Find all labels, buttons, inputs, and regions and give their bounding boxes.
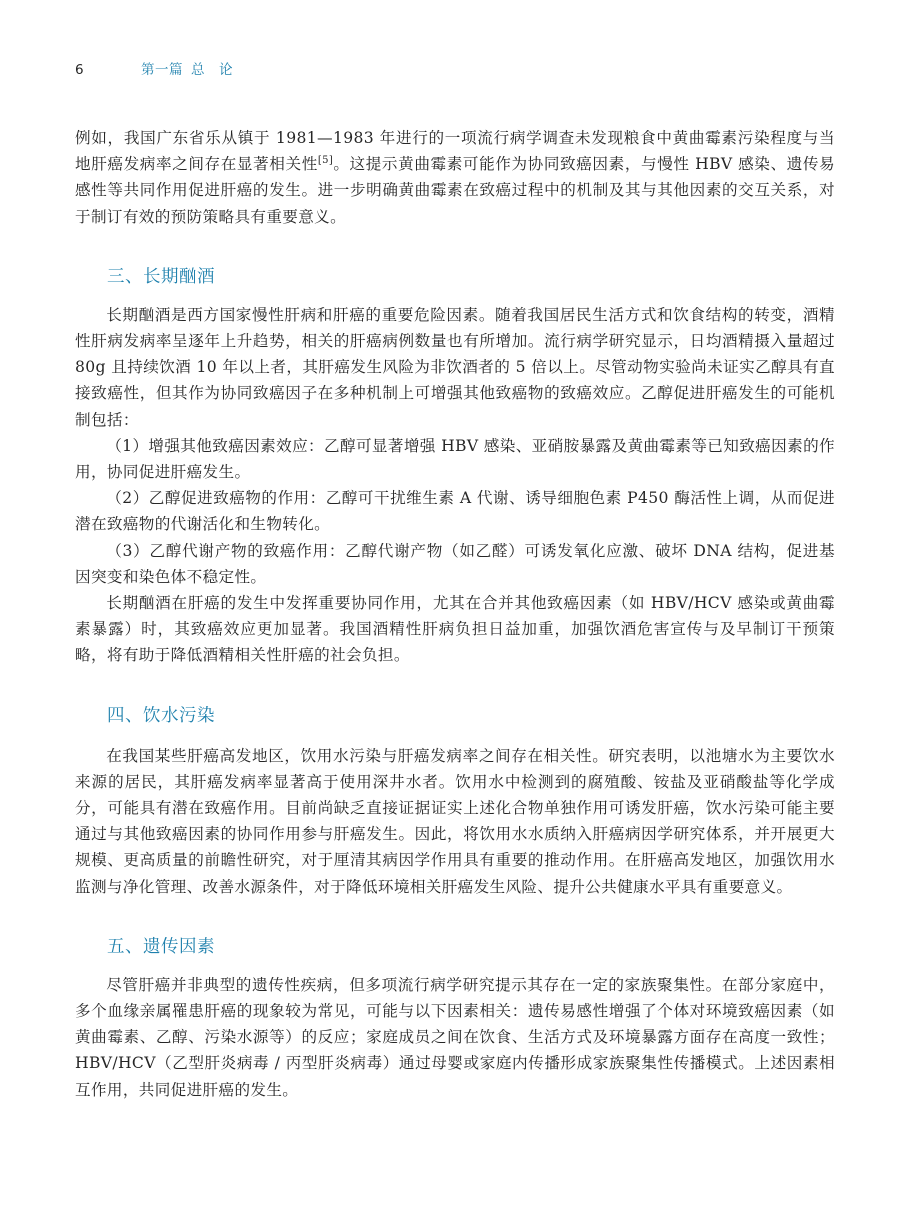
section-heading-alcohol: 三、长期酗酒: [107, 266, 215, 287]
running-title: [141, 62, 233, 78]
alcohol-list-item-2: （2）乙醇促进致癌物的作用：乙醇可干扰维生素 A 代谢、诱导细胞色素 P450 酶活性上调，从而促进潜在致癌物的代谢活化和生物转化。: [75, 489, 835, 534]
alcohol-list-item-1: （1）增强其他致癌因素效应：乙醇可显著增强 HBV 感染、亚硝胺暴露及黄曲霉素等已知致癌因素的作用，协同促进肝癌发生。: [75, 436, 835, 482]
section-heading-water: 四、饮水污染: [107, 705, 215, 726]
intro-text-after-citation: 。这提示黄曲霉素可能作为协同致癌因素，与慢性 HBV 感染、遗传易感性等共同作用促进肝癌的发生。进一步明确黄曲霉素在致癌过程中的机制及其与其他因素的交互关系，对于制订有效的预防策略具有重要意义。: [75, 155, 835, 226]
genetic-paragraph: 尽管肝癌并非典型的遗传性疾病，但多项流行病学研究提示其存在一定的家族聚集性。在部分家庭中，多个血缘亲属罹患肝癌的现象较为常见，可能与以下因素相关：遗传易感性增强了个体对环境致癌因素（如黄曲霉素、乙醇、污染水源等）的反应；家庭成员之间在饮食、生活方式及环境暴露方面存在高度一致性；HBV/HCV（乙型肝炎病毒 / 丙型肝炎病毒）通过母婴或家庭内传播形成家族聚集性传播模式。上述因素相互作用，共同促进肝癌的发生。: [75, 975, 835, 1099]
alcohol-paragraph-2: 长期酗酒在肝癌的发生中发挥重要协同作用，尤其在合并其他致癌因素（如 HBV/HCV 感染或黄曲霉素暴露）时，其致癌效应更加显著。我国酒精性肝病负担日益加重，加强饮酒危害宣传与及早制订干预策略，将有助于降低酒精相关性肝癌的社会负担。: [75, 594, 835, 665]
water-paragraph: 在我国某些肝癌高发地区，饮用水污染与肝癌发病率之间存在相关性。研究表明，以池塘水为主要饮水来源的居民，其肝癌发病率显著高于使用深井水者。饮用水中检测到的腐殖酸、铵盐及亚硝酸盐等化学成分，可能具有潜在致癌作用。目前尚缺乏直接证据证实上述化合物单独作用可诱发肝癌，饮水污染可能主要通过与其他致癌因素的协同作用参与肝癌发生。因此，将饮用水水质纳入肝癌病因学研究体系，并开展更大规模、更高质量的前瞻性研究，对于厘清其病因学作用具有重要的推动作用。在肝癌高发地区，加强饮用水监测与净化管理、改善水源条件，对于降低环境相关肝癌发生风险、提升公共健康水平具有重要意义。: [75, 746, 835, 896]
part-title: 总 论: [191, 62, 233, 78]
citation-marker: [5]: [317, 155, 334, 167]
alcohol-paragraph-1: 长期酗酒是西方国家慢性肝病和肝癌的重要危险因素。随着我国居民生活方式和饮食结构的转变，酒精性肝病发病率呈逐年上升趋势，相关的肝癌病例数量也有所增加。流行病学研究显示，日均酒精摄入量超过 80g 且持续饮酒 10 年以上者，其肝癌发生风险为非饮酒者的 5 倍以上。尽管动物实验尚未证实乙醇具有直接致癌性，但其作为协同致癌因子在多种机制上可增强其他致癌物的致癌效应。乙醇促进肝癌发生的可能机制包括：: [75, 305, 835, 429]
part-label: 第一篇: [141, 62, 183, 78]
section-heading-genetic: 五、遗传因素: [107, 936, 215, 957]
intro-paragraph: [75, 125, 835, 230]
page-body: [75, 125, 835, 1103]
page-header: [75, 60, 233, 80]
alcohol-list-item-3: （3）乙醇代谢产物的致癌作用：乙醇代谢产物（如乙醛）可诱发氧化应激、破坏 DNA 结构，促进基因突变和染色体不稳定性。: [75, 541, 835, 586]
intro-text-before-citation: 例如，我国广东省乐从镇于 1981—1983 年进行的一项流行病学调查未发现粮食中黄曲霉素污染程度与当地肝癌发病率之间存在显著相关性: [75, 129, 835, 174]
page-number: 6: [75, 62, 84, 78]
